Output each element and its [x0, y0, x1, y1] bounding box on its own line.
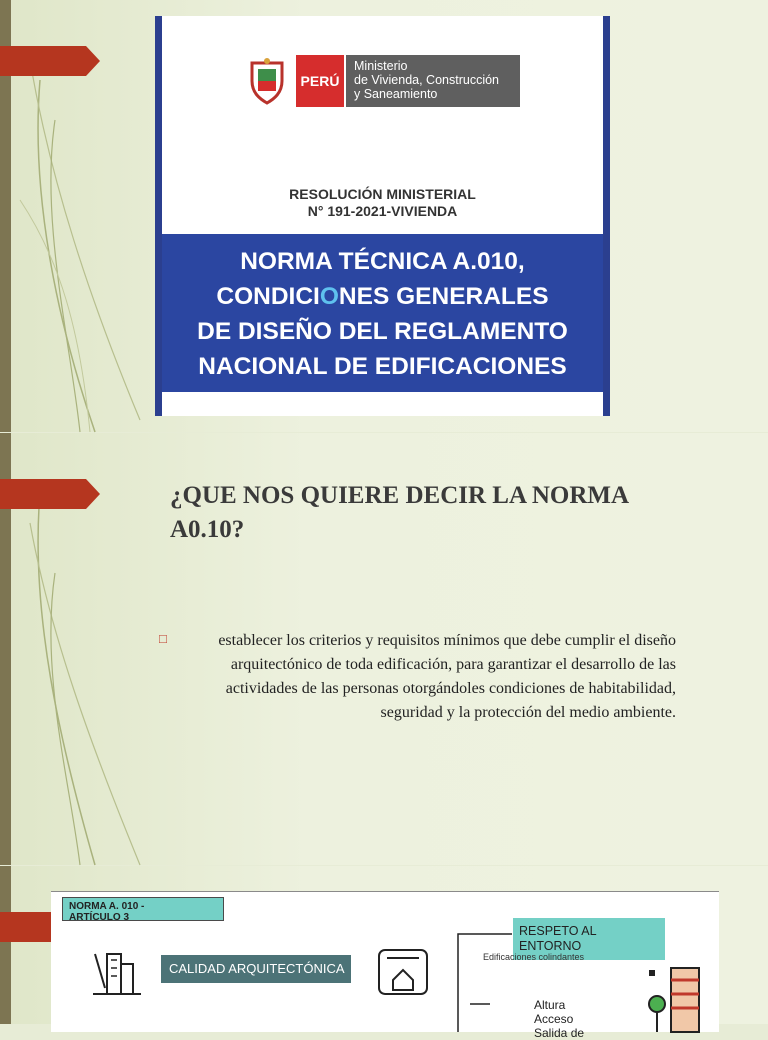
- slide-body-text: establecer los criterios y requisitos mínimos que debe cumplir el diseño arquitectónico de toda edificación, para garantizar el desarrollo de las actividades de las personas otorgándoles condiciones de habitabilidad, seguridad y la protección del medio ambiente.: [218, 632, 676, 721]
- document-title-band: [162, 234, 603, 392]
- article-label: ARTÍCULO 3: [69, 912, 129, 923]
- concept-diagram: [51, 891, 719, 1040]
- criteria-salida: Salida de: [534, 1026, 585, 1040]
- calidad-arquitectonica-box: CALIDAD ARQUITECTÓNICA: [161, 955, 351, 983]
- slide-1: [0, 0, 768, 432]
- norm-label: NORMA A. 010 -: [69, 901, 145, 912]
- slide-title-line-1: ¿QUE NOS QUIERE DECIR LA NORMA: [170, 482, 630, 509]
- resolution-number: N° 191-2021-VIVIENDA: [307, 203, 458, 219]
- slide-2: [0, 433, 768, 865]
- title-line-3: DE DISEÑO DEL REGLAMENTO: [197, 318, 568, 345]
- title-line-2-start: CONDICI: [216, 283, 320, 310]
- ministry-name: [346, 55, 520, 107]
- slide-title: [170, 479, 730, 547]
- title-line-1: NORMA TÉCNICA A.010,: [240, 248, 525, 275]
- bullet-square-icon: □: [159, 631, 167, 646]
- ministry-line-1: Ministerio: [354, 59, 408, 73]
- entorno-criteria-list: [534, 998, 584, 1040]
- criteria-altura: Altura: [534, 998, 566, 1012]
- slide-title-line-2: A0.10?: [170, 516, 245, 543]
- resolution-line-1: RESOLUCIÓN MINISTERIAL: [289, 186, 476, 202]
- title-line-2: [162, 279, 603, 314]
- norm-article-box: [62, 897, 224, 921]
- peru-label: PERÚ: [296, 55, 344, 107]
- title-line-4: NACIONAL DE EDIFICACIONES: [198, 353, 567, 380]
- slide-marker-arrow: [0, 479, 100, 509]
- colindantes-label: Edificaciones colindantes: [483, 952, 585, 962]
- architecture-plan-icon: [373, 944, 433, 1000]
- title-line-2-end: NES GENERALES: [338, 283, 549, 310]
- resolution-heading: [162, 186, 603, 220]
- left-strip: [0, 866, 11, 1024]
- title-accent-letter: O: [319, 283, 339, 310]
- slide-marker-arrow: [0, 46, 100, 76]
- document-cover: [155, 16, 610, 416]
- ministry-line-3: y Saneamiento: [354, 87, 438, 101]
- ministry-logo: [246, 54, 520, 108]
- connector-lines: [446, 922, 516, 1032]
- respeto-line-2: ENTORNO: [519, 939, 582, 953]
- city-buildings-icon: [89, 944, 145, 998]
- criteria-acceso: Acceso: [534, 1012, 574, 1026]
- ministry-line-2: de Vivienda, Construcción: [354, 73, 499, 87]
- respeto-line-1: RESPETO AL: [519, 924, 597, 938]
- coat-of-arms-icon: [246, 57, 288, 105]
- building-tree-icon: [645, 964, 705, 1032]
- slide-3: [0, 866, 768, 1040]
